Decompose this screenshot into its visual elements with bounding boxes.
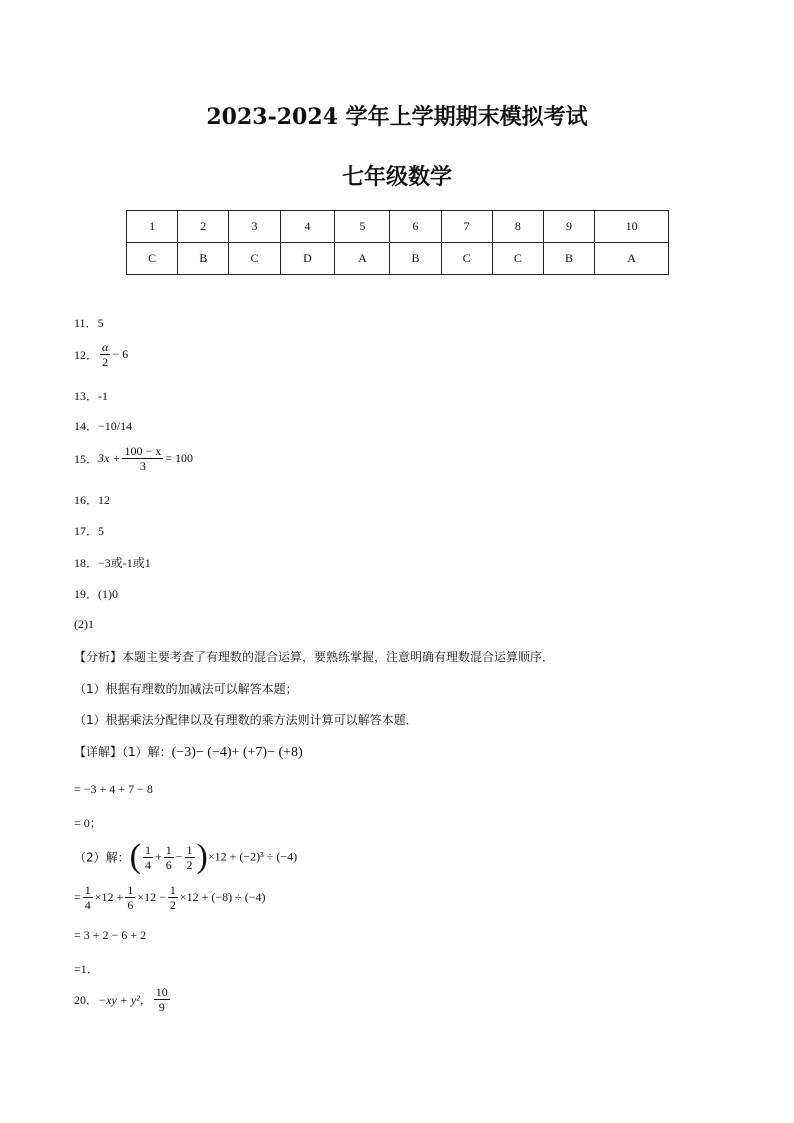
part-2-heading: （2）解： bbox=[74, 850, 130, 865]
answer-value: −10/14 bbox=[98, 419, 133, 433]
answer-cell: C bbox=[492, 243, 543, 275]
hint-2: （1）根据乘法分配律以及有理数的乘方法则计算可以解答本题． bbox=[74, 713, 418, 727]
answer-19-part-2: (2)1 bbox=[74, 617, 94, 631]
expression-lead: 3x + bbox=[98, 451, 121, 465]
right-paren: ) bbox=[196, 838, 208, 875]
expression-rest: − 6 bbox=[112, 347, 129, 361]
step-5: =1． bbox=[74, 962, 99, 976]
question-label: 15． bbox=[74, 452, 99, 466]
detail-heading: 【详解】（1）解： bbox=[74, 745, 172, 759]
answer-value: 5 bbox=[97, 316, 104, 330]
equals-sign: = bbox=[74, 890, 81, 904]
minus-sign: − bbox=[175, 849, 183, 864]
answer-12 bbox=[74, 340, 128, 369]
left-paren: ( bbox=[129, 838, 141, 875]
fraction bbox=[100, 340, 110, 369]
question-label: 11． bbox=[74, 316, 98, 330]
fraction: $\frac{1}{2}$ bbox=[169, 883, 176, 912]
answer-value: -1 bbox=[98, 389, 109, 403]
part-2-tail: ×12 + (−2)³ ÷ (−4) bbox=[207, 849, 298, 864]
detail-expression: (−3)− (−4)+ (+7)− (+8) bbox=[171, 745, 303, 760]
exam-title: 2023-2024 学年上学期期末模拟考试 bbox=[206, 104, 588, 130]
answer-cell: C bbox=[441, 243, 492, 275]
question-number: 7 bbox=[441, 211, 492, 243]
answer-cell: B bbox=[178, 243, 229, 275]
answer-cell: D bbox=[280, 243, 335, 275]
question-label: 17． bbox=[74, 524, 99, 538]
expression: −xy + y²， bbox=[98, 993, 152, 1007]
question-number: 10 bbox=[595, 211, 669, 243]
answer-value: −3或-1或1 bbox=[98, 556, 151, 570]
fraction-denominator: 3 bbox=[139, 459, 146, 473]
question-number: 5 bbox=[335, 211, 390, 243]
question-label: 19． bbox=[74, 587, 99, 601]
answer-part-1: (1)0 bbox=[98, 587, 119, 601]
term: ×12 − bbox=[137, 890, 166, 904]
step-3 bbox=[74, 883, 266, 912]
fraction-numerator: 10 bbox=[155, 985, 168, 999]
question-number: 1 bbox=[127, 211, 178, 243]
step-3-tail: ×12 + (−8) ÷ (−4) bbox=[179, 890, 266, 904]
answer-16 bbox=[74, 491, 110, 508]
question-number: 9 bbox=[543, 211, 594, 243]
question-label: 13． bbox=[74, 389, 99, 403]
term: ×12 + bbox=[94, 890, 124, 904]
step-2: = 0； bbox=[74, 816, 102, 830]
question-number-row bbox=[127, 211, 669, 243]
answer-value: 12 bbox=[98, 493, 111, 507]
question-label: 12． bbox=[74, 348, 99, 362]
answer-table bbox=[126, 210, 669, 275]
fraction: $\frac{1}{6}$ bbox=[165, 842, 172, 872]
fraction: $\frac{1}{4}$ bbox=[84, 883, 91, 912]
step-4: = 3 + 2 − 6 + 2 bbox=[74, 928, 147, 942]
question-number: 2 bbox=[178, 211, 229, 243]
answer-row bbox=[127, 243, 669, 275]
fraction-numerator: 100 − x bbox=[124, 444, 162, 458]
fraction-denominator: 2 bbox=[102, 355, 109, 369]
fraction bbox=[154, 985, 170, 1014]
fraction-numerator: α bbox=[102, 340, 109, 354]
fraction: $\frac{1}{2}$ bbox=[186, 842, 193, 872]
subject-title: 七年级数学 bbox=[341, 164, 452, 190]
plus-sign: + bbox=[154, 849, 162, 864]
analysis-text: 【分析】本题主要考查了有理数的混合运算，要熟练掌握，注意明确有理数混合运算顺序． bbox=[74, 650, 555, 664]
answer-cell: B bbox=[543, 243, 594, 275]
answer-cell: A bbox=[595, 243, 669, 275]
question-label: 16． bbox=[74, 493, 99, 507]
hint-1: （1）根据有理数的加减法可以解答本题； bbox=[74, 682, 298, 696]
question-number: 8 bbox=[492, 211, 543, 243]
answer-18 bbox=[74, 554, 151, 571]
answer-14 bbox=[74, 417, 132, 434]
answer-cell: C bbox=[127, 243, 178, 275]
question-label: 14． bbox=[74, 419, 99, 433]
question-label: 20． bbox=[74, 993, 99, 1007]
question-number: 6 bbox=[390, 211, 441, 243]
answer-11 bbox=[74, 314, 104, 331]
detail-2 bbox=[74, 840, 297, 874]
answer-cell: A bbox=[335, 243, 390, 275]
answer-19 bbox=[74, 585, 118, 602]
detail-1 bbox=[74, 743, 303, 761]
expression-rest: = 100 bbox=[165, 451, 194, 465]
answer-17 bbox=[74, 522, 104, 539]
fraction: $\frac{1}{4}$ bbox=[144, 842, 151, 872]
answer-cell: C bbox=[229, 243, 280, 275]
fraction-denominator: 9 bbox=[158, 1000, 165, 1014]
step-1: = −3 + 4 + 7 − 8 bbox=[74, 782, 153, 796]
answer-value: 5 bbox=[98, 524, 105, 538]
question-number: 3 bbox=[229, 211, 280, 243]
fraction: $\frac{1}{6}$ bbox=[127, 883, 134, 912]
answer-20 bbox=[74, 985, 172, 1014]
question-label: 18． bbox=[74, 556, 99, 570]
answer-13 bbox=[74, 387, 108, 404]
answer-cell: B bbox=[390, 243, 441, 275]
question-number: 4 bbox=[280, 211, 335, 243]
fraction bbox=[122, 444, 163, 473]
answer-15 bbox=[74, 444, 193, 473]
